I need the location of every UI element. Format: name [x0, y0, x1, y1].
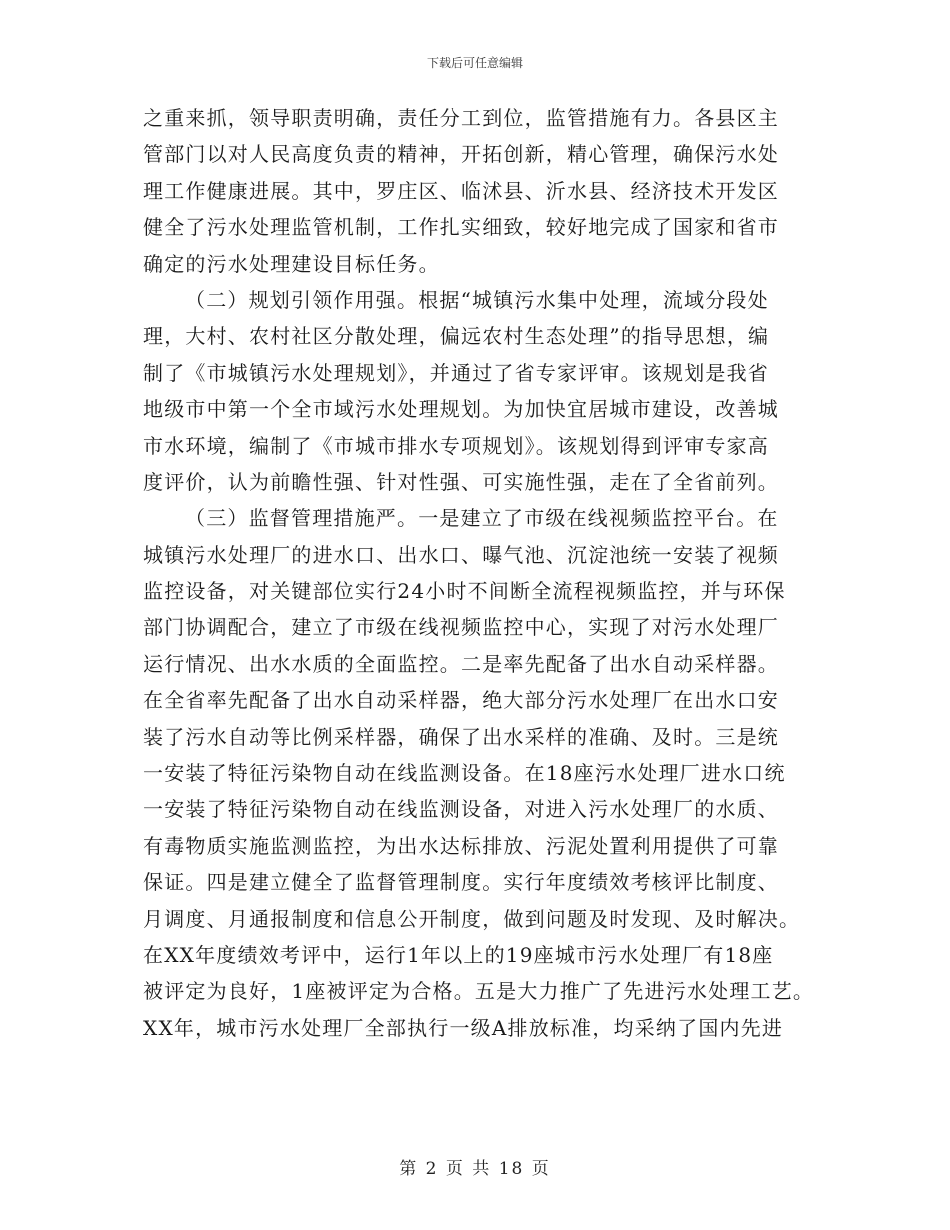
text-line: 一安装了特征污染物自动在线监测设备，对进入污水处理厂的水质、 — [143, 797, 779, 822]
text-line: 地级市中第一个全市域污水处理规划。为加快宜居城市建设，改善城 — [143, 397, 779, 422]
text-line: 月调度、月通报制度和信息公开制度，做到问题及时发现、及时解决。 — [143, 906, 801, 931]
text-line: XX年，城市污水处理厂全部执行一级A排放标准，均采纳了国内先进 — [143, 1015, 784, 1040]
page-footer: 第 2 页 共 18 页 — [399, 1159, 551, 1179]
document-body — [143, 100, 833, 1046]
text-line: 之重来抓，领导职责明确，责任分工到位，监管措施有力。各县区主 — [143, 106, 779, 130]
text-line: 有毒物质实施监测监控，为出水达标排放、污泥处置利用提供了可靠 — [143, 833, 779, 858]
text-line: 装了污水自动等比例采样器，确保了出水采样的准确、及时。三是统 — [143, 724, 779, 749]
text-line: 度评价，认为前瞻性强、针对性强、可实施性强，走在了全省前列。 — [143, 469, 779, 494]
text-line: 监控设备，对关键部位实行24小时不间断全流程视频监控，并与环保 — [143, 579, 786, 604]
text-line: 部门协调配合，建立了市级在线视频监控中心，实现了对污水处理厂 — [143, 615, 779, 640]
text-line: 在全省率先配备了出水自动采样器，绝大部分污水处理厂在出水口安 — [143, 688, 779, 713]
text-line: 理工作健康进展。其中，罗庄区、临沭县、沂水县、经济技术开发区 — [143, 178, 779, 203]
text-line: 健全了污水处理监管机制，工作扎实细致，较好地完成了国家和省市 — [143, 215, 779, 240]
text-line: 制了《市城镇污水处理规划》，并通过了省专家评审。该规划是我省 — [143, 360, 769, 385]
text-line: 被评定为良好，1座被评定为合格。五是大力推广了先进污水处理工艺。 — [143, 979, 815, 1004]
text-line: 在XX年度绩效考评中，运行1年以上的19座城市污水处理厂有18座 — [143, 942, 774, 967]
text-line: 一安装了特征污染物自动在线监测设备。在18座污水处理厂进水口统 — [143, 761, 786, 786]
text-line: 市水环境，编制了《市城市排水专项规划》。该规划得到评审专家高 — [143, 433, 769, 458]
text-line: 确定的污水处理建设目标任务。 — [143, 251, 440, 276]
text-line: 保证。四是建立健全了监督管理制度。实行年度绩效考核评比制度、 — [143, 870, 779, 895]
text-line: 理，大村、农村社区分散处理，偏远农村生态处理”的指导思想，编 — [143, 324, 770, 349]
page-header: 下载后可任意编辑 — [426, 56, 523, 70]
text-line: （二）规划引领作用强。根据“城镇污水集中处理，流域分段处 — [185, 287, 769, 312]
text-line: 城镇污水处理厂的进水口、出水口、曝气池、沉淀池统一安装了视频 — [143, 542, 779, 567]
text-line: 管部门以对人民高度负责的精神，开拓创新，精心管理，确保污水处 — [143, 142, 779, 167]
text-line: （三）监督管理措施严。一是建立了市级在线视频监控平台。在 — [185, 506, 779, 531]
text-line: 运行情况、出水水质的全面监控。二是率先配备了出水自动采样器。 — [143, 651, 779, 676]
